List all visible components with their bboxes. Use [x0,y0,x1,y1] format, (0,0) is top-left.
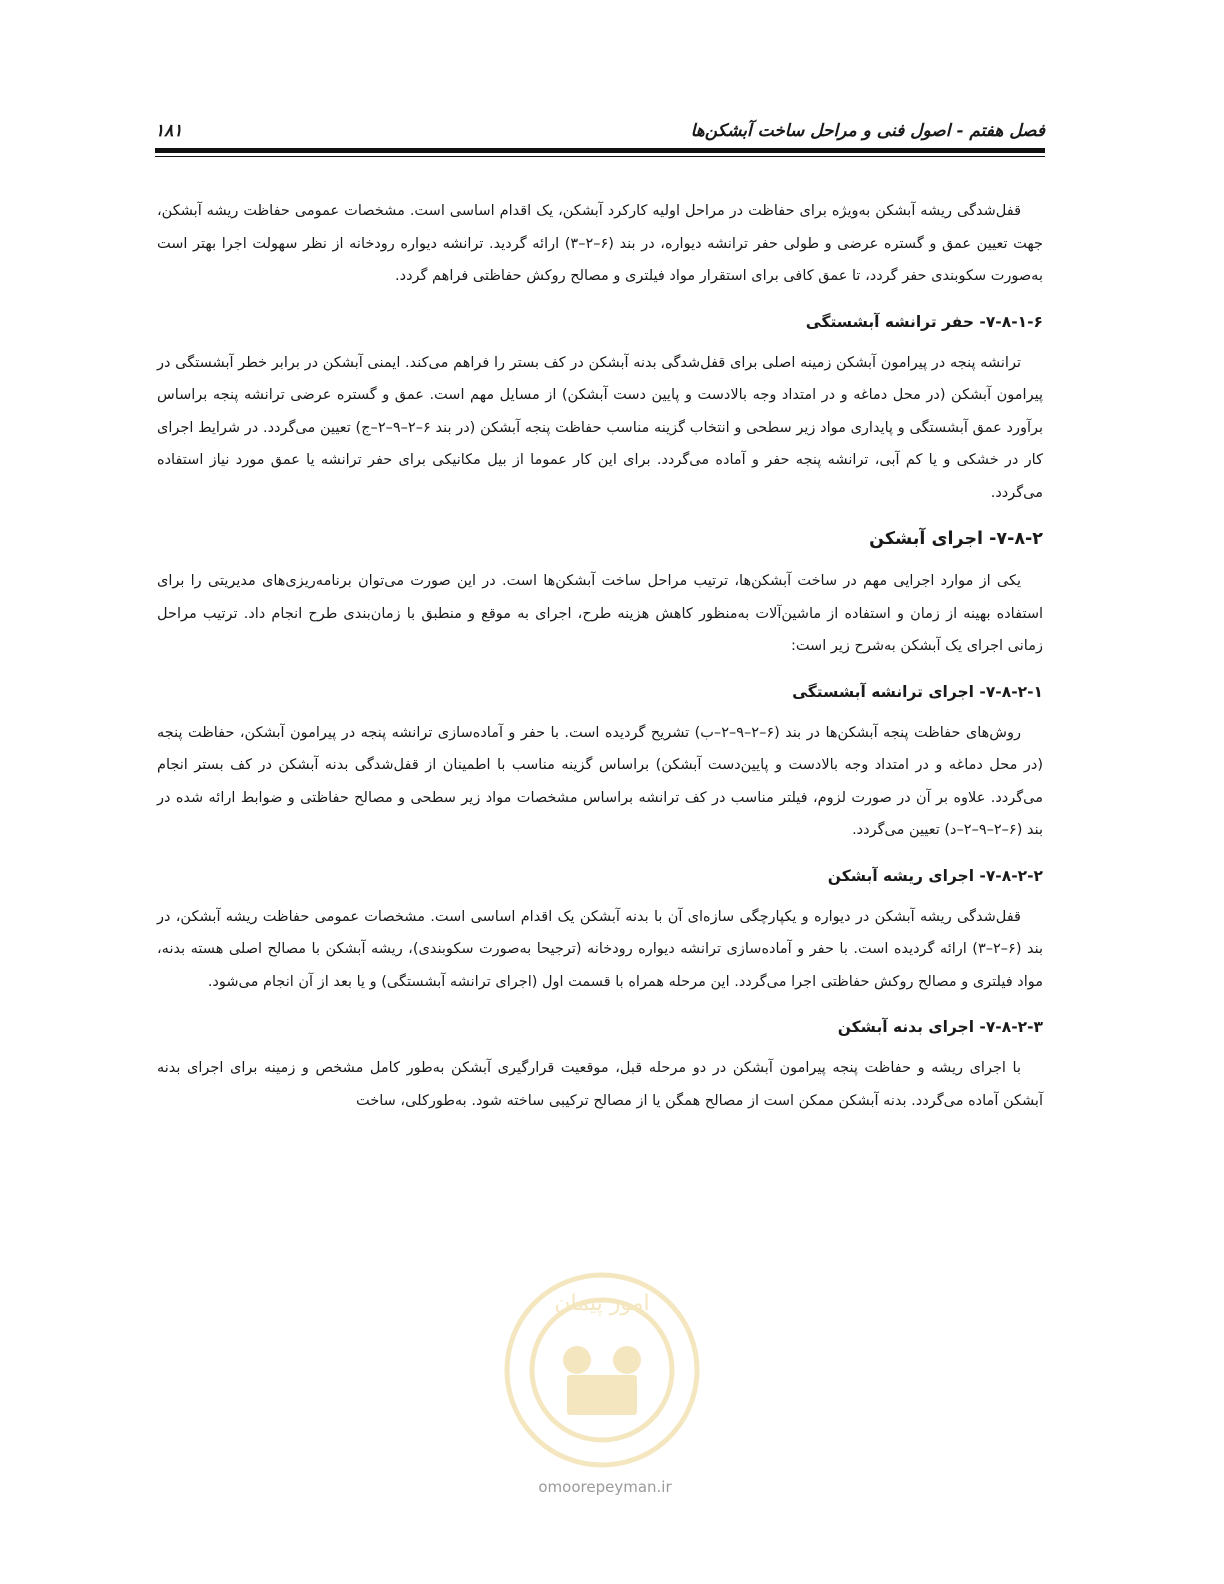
running-header [155,118,1045,148]
subsection-heading: ۷-۸-۲-۳- اجرای بدنه آبشکن [837,1018,1043,1036]
page-number: ۱۸۱ [155,121,183,141]
subsection-heading: ۷-۸-۲-۲- اجرای ریشه آبشکن [827,866,1043,885]
watermark-url: omoorepeyman.ir [538,1478,672,1496]
paragraph: روش‌های حفاظت پنجه آبشکن‌ها در بند (۶–۲–۹–۲–ب) تشریح گردیده است. با حفر و آماده‌سازی ترانشه پنجه در پیرامون آبشکن، حفاظت پنجه (در محل دماغه و در امتداد وجه بالادست و پایین‌دست آبشکن) براساس گزینه مناسب با اطمینان از قفل‌شدگی بدنه آبشکن در کف بستر انجام می‌گردد. علاوه بر آن در صورت لزوم، فیلتر مناسب در کف ترانشه براساس مشخصات مواد زیر سطحی و مصالح حفاظتی و ضوابط ارائه شده در بند (۶–۲–۹–۲–د) تعیین می‌گردد. [157,724,1043,838]
paragraph: ترانشه پنجه در پیرامون آبشکن زمینه اصلی برای قفل‌شدگی بدنه آبشکن در کف بستر را فراهم می‌کند. ایمنی آبشکن در برابر خطر آبشستگی در پیرامون آبشکن (در محل دماغه و در امتداد وجه بالادست و پایین دست آبشکن) از مسایل مهم است. عمق و گستره عرضی ترانشه پنجه براساس برآورد عمق آبشستگی و پایداری مواد زیر سطحی و انتخاب گزینه مناسب حفاظت پنجه آبشکن (در بند ۶–۲–۹–۲–ج) تعیین می‌گردد. در شرایط اجرای کار در خشکی و یا کم آبی، ترانشه پنجه حفر و آماده می‌گردد. برای این کار عموما از بیل مکانیکی برای حفر ترانشه یا عمق مورد نیاز استفاده می‌گردد. [157,354,1044,501]
chapter-title: فصل هفتم - اصول فنی و مراحل ساخت آبشکن‌ها [690,121,1045,141]
watermark-logo [497,1265,707,1475]
body-text [157,195,1043,1117]
paragraph: قفل‌شدگی ریشه آبشکن به‌ویژه برای حفاظت در مراحل اولیه کارکرد آبشکن، یک اقدام اساسی است. مشخصات عمومی حفاظت ریشه آبشکن، جهت تعیین عمق و گستره عرضی و طولی حفر ترانشه دیواره، در بند (۶–۲–۳) ارائه گردید. ترانشه دیواره رودخانه از نظر سهولت اجرا بهتر است به‌صورت سکوبندی حفر گردد، تا عمق کافی برای استقرار مواد فیلتری و مصالح روکش حفاظتی فراهم گردد. [157,203,1043,284]
paragraph: با اجرای ریشه و حفاظت پنجه پیرامون آبشکن در دو مرحله قبل، موقعیت قرارگیری آبشکن به‌طور کامل مشخص و زمینه برای اجرای بدنه آبشکن آماده می‌گردد. بدنه آبشکن ممکن است از مصالح همگن یا از مصالح ترکیبی ساخته شود. به‌طورکلی، ساخت [157,1060,1043,1109]
header-rule-thin [155,156,1045,157]
header-rule-thick [155,148,1045,153]
paragraph: یکی از موارد اجرایی مهم در ساخت آبشکن‌ها، ترتیب مراحل ساخت آبشکن‌ها است. در این صورت می‌توان برنامه‌ریزی‌های مدیریتی را برای استفاده بهینه از زمان و استفاده از ماشین‌آلات به‌منظور کاهش هزینه طرح، اجرای به موقع و منطبق با زمان‌بندی طرح انجام داد. ترتیب مراحل زمانی اجرای یک آبشکن به‌شرح زیر است: [157,573,1043,654]
paragraph: قفل‌شدگی ریشه آبشکن در دیواره و یکپارچگی سازه‌ای آن با بدنه آبشکن یک اقدام اساسی است. مشخصات عمومی حفاظت ریشه آبشکن، در بند (۶–۲–۳) ارائه گردیده است. با حفر و آماده‌سازی ترانشه دیواره رودخانه (ترجیحا به‌صورت سکوبندی)، ریشه آبشکن با مصالح اصلی هسته بدنه، مواد فیلتری و مصالح روکش حفاظتی اجرا می‌گردد. این مرحله همراه با قسمت اول (اجرای ترانشه آبشستگی) و یا بعد از آن انجام می‌شود. [157,908,1043,990]
subsection-heading: ۷-۸-۱-۶- حفر ترانشه آبشستگی [805,312,1043,331]
watermark-text: امور پیمان [554,1291,650,1316]
section-heading: ۷-۸-۲- اجرای آبشکن [869,529,1043,549]
subsection-heading: ۷-۸-۲-۱- اجرای ترانشه آبشستگی [792,682,1043,701]
